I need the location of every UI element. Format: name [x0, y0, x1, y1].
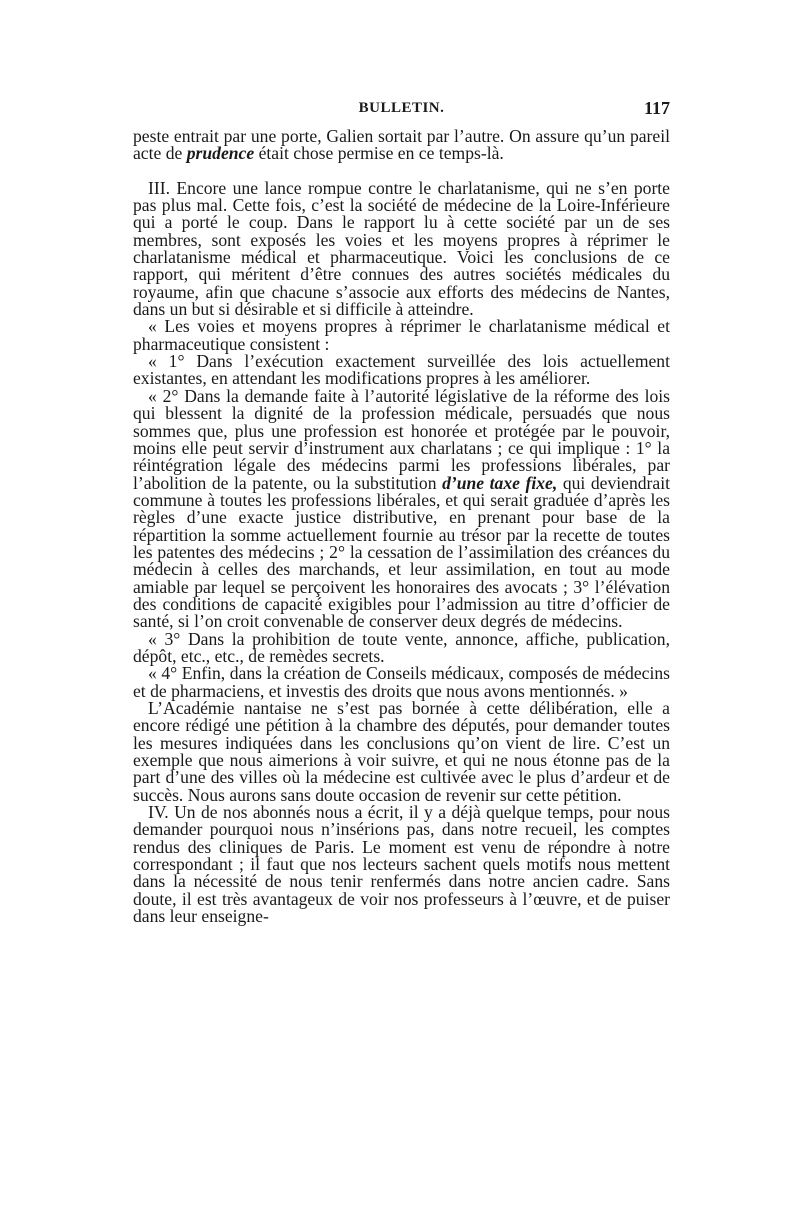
quote-item-4: « 4° Enfin, dans la création de Conseils médicaux, composés de médecins et de pharmaciens, et investis des droits que nous avons mentionnés. » — [133, 663, 670, 701]
quote-item-2 — [133, 385, 670, 632]
quote-intro: « Les voies et moyens propres à réprimer le charlatanisme médical et pharmaceutique consistent : — [133, 316, 670, 354]
header-title: BULLETIN. — [358, 100, 445, 116]
paragraph-text: « 2° Dans la demande faite à l’autorité législative de la réforme des lois qui blessent la dignité de la profession médicale, persuadés que nous sommes que, plus une profession est honorée et protégée par le pouvoir, moins elle peut servir d’instrument aux charlatans ; ce qui implique : 1° la réintégration légale des médecins parmi les professions libérales, par l’abolition de la patente, ou la substitution — [133, 385, 670, 493]
paragraph-text: peste entrait par une porte, Galien sortait par l’autre. On assure qu’un pareil acte de — [133, 126, 670, 164]
italic-term: d’une taxe fixe, — [442, 472, 558, 493]
body-text — [133, 128, 670, 925]
paragraph-text: qui deviendrait commune à toutes les professions libérales, et qui serait graduée d’après les règles d’une exacte justice distributive, en prenant pour base de la répartition la somme actuellement fournie au trésor par la recette de toutes les patentes des médecins ; 2° la cessation de l’assimilation des créances du médecin à celles des marchands, et leur assimilation, en tout au mode amiable par lequel se perçoivent les honoraires des avocats ; 3° l’élévation des conditions de capacité exigibles pour l’admission au titre d’officier de santé, si l’on croit convenable de conserver deux degrés de médecins. — [133, 472, 670, 632]
paragraph-section-4: IV. Un de nos abonnés nous a écrit, il y a déjà quelque temps, pour nous demander pourquoi nous n’insérions pas, dans notre recueil, les comptes rendus des cliniques de Paris. Le moment est venu de répondre à notre correspondant ; il faut que nos lecteurs sachent quels motifs nous mettent dans la nécessité de nous tenir renfermés dans notre ancien cadre. Sans doute, il est très avantageux de voir nos professeurs à l’œuvre, et de puiser dans leur enseigne- — [133, 802, 670, 927]
quote-item-1: « 1° Dans l’exécution exactement surveillée des lois actuellement existantes, en attendant les modifications propres à les améliorer. — [133, 351, 670, 389]
quote-item-3: « 3° Dans la prohibition de toute vente, annonce, affiche, publication, dépôt, etc., etc., de remèdes secrets. — [133, 628, 670, 666]
page-number: 117 — [643, 98, 670, 118]
paragraph-continuation — [133, 128, 670, 163]
paragraph-section-3: III. Encore une lance rompue contre le charlatanisme, qui ne s’en porte pas plus mal. Cette fois, c’est la société de médecine de la Loire-Inférieure qui a porté le coup. Dans le rapport lu à cette société par un de ses membres, sont exposés les voies et les moyens propres à réprimer le charlatanisme médical et pharmaceutique. Voici les conclusions de ce rapport, qui méritent d’être connues des autres sociétés médicales du royaume, afin que chacune s’associe aux efforts des médecins de Nantes, dans un but si désirable et si difficile à atteindre. — [133, 177, 670, 320]
paragraph-text: était chose permise en ce temps-là. — [258, 143, 504, 164]
italic-term: prudence — [186, 143, 255, 164]
running-header — [133, 100, 670, 124]
paragraph-academie: L’Académie nantaise ne s’est pas bornée à cette délibération, elle a encore rédigé une pétition à la chambre des députés, pour demander toutes les mesures indiquées dans les conclusions qu’on vient de lire. C’est un exemple que nous aimerions à voir suivre, et qui ne nous étonne pas de la part d’une des villes où la médecine est cultivée avec le plus d’ardeur et de succès. Nous aurons sans doute occasion de revenir sur cette pétition. — [133, 698, 670, 805]
